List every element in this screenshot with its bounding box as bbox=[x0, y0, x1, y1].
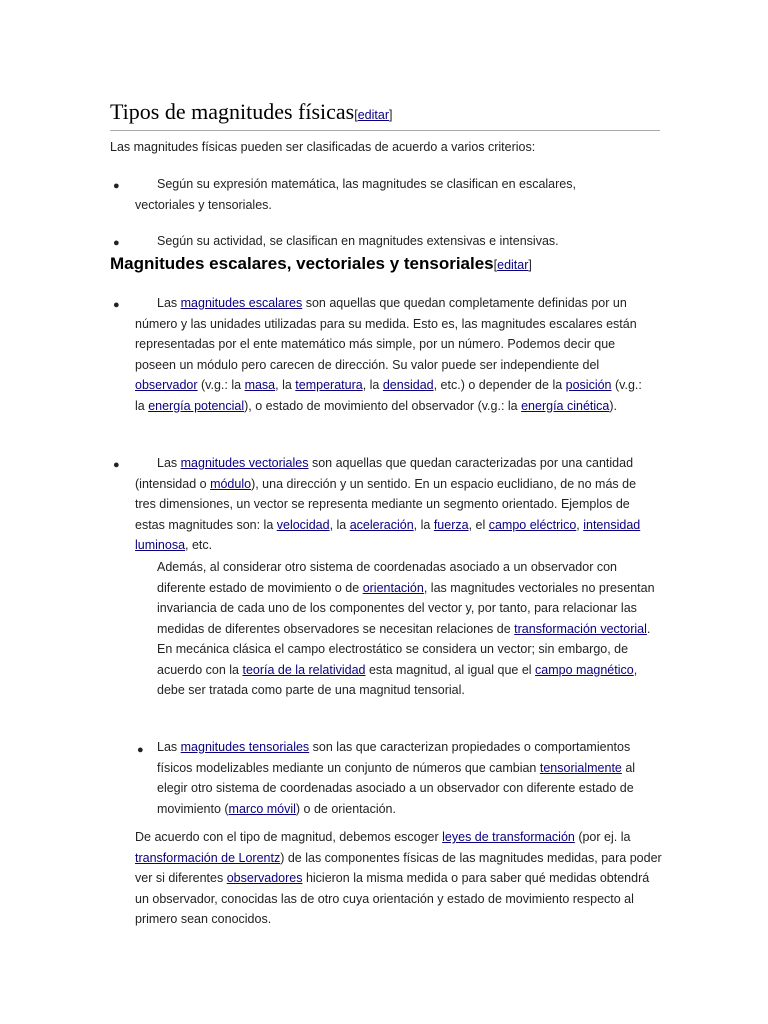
paragraph-ademas bbox=[157, 557, 657, 701]
list-item-text: Según su actividad, se clasifican en magnitudes extensivas e intensivas. bbox=[157, 234, 559, 248]
bullet-marker: ● bbox=[137, 744, 144, 756]
text: , etc.) o depender de la bbox=[433, 378, 566, 392]
text: esta magnitud, al igual que el bbox=[365, 662, 536, 677]
link-tensorialmente[interactable]: tensorialmente bbox=[539, 760, 622, 775]
list-item-vectoriales bbox=[135, 453, 655, 556]
intro-paragraph: Las magnitudes físicas pueden ser clasificadas de acuerdo a varios criterios: bbox=[110, 140, 536, 154]
text: son aquellas que quedan completamente definidas por un número y las unidades utilizadas para su medida. Esto es, las magnitudes escalares están representadas por el ente matemático más simple, por un número. Podemos decir que poseen un módulo pero carecen de dirección. Su valor puede ser independiente del bbox=[135, 296, 637, 372]
text: Las bbox=[157, 740, 181, 754]
link-campo-electrico[interactable]: campo eléctrico bbox=[488, 517, 577, 532]
text: , la bbox=[362, 378, 383, 392]
list-item-expresion bbox=[135, 174, 605, 215]
text: De acuerdo con el tipo de magnitud, debemos escoger bbox=[135, 830, 443, 844]
text: Además, al considerar otro sistema de coordenadas asociado a un observador con diferente estado de movimiento o de bbox=[157, 560, 617, 595]
text: son aquellas que quedan caracterizadas por una cantidad (intensidad o bbox=[135, 456, 634, 491]
link-marco-movil[interactable]: marco móvil bbox=[228, 801, 296, 816]
text: son las que caracterizan propiedades o comportamientos físicos modelizables mediante un conjunto de números que cambian bbox=[157, 740, 631, 775]
link-transformacion-vectorial[interactable]: transformación vectorial bbox=[514, 621, 647, 636]
link-observadores[interactable]: observadores bbox=[226, 871, 303, 885]
link-observador[interactable]: observador bbox=[135, 378, 198, 392]
link-teoria-relatividad[interactable]: teoría de la relatividad bbox=[242, 662, 366, 677]
section-heading-tipos bbox=[110, 99, 660, 131]
text: , la bbox=[413, 517, 434, 532]
text: ), una dirección y un sentido. En un espacio euclidiano, de no más de tres dimensiones, un vector se representa mediante un segmento orientado. Ejemplos de estas magnitudes son: la bbox=[135, 476, 637, 532]
text: (v.g.: la bbox=[197, 378, 245, 392]
list-item-escalares bbox=[135, 293, 655, 416]
text: Las bbox=[157, 456, 181, 470]
link-temperatura[interactable]: temperatura bbox=[295, 378, 363, 392]
link-posicion[interactable]: posición bbox=[565, 378, 612, 392]
link-densidad[interactable]: densidad bbox=[382, 378, 434, 392]
text: ), o estado de movimiento del observador (v.g.: la bbox=[244, 398, 522, 413]
text: ). bbox=[609, 398, 618, 413]
text: , el bbox=[468, 517, 489, 532]
bullet-marker: ● bbox=[113, 459, 120, 471]
heading-title: Magnitudes escalares, vectoriales y tensoriales bbox=[110, 254, 494, 273]
edit-link-wrapper: [editar] bbox=[354, 108, 393, 122]
link-energia-cinetica[interactable]: energía cinética bbox=[521, 398, 610, 413]
text: ) o de orientación. bbox=[295, 801, 396, 816]
list-item-actividad bbox=[135, 231, 655, 252]
bullet-marker: ● bbox=[113, 180, 120, 192]
edit-link-wrapper: [editar] bbox=[493, 258, 532, 272]
text: (por ej. la bbox=[574, 830, 631, 844]
link-masa[interactable]: masa bbox=[244, 378, 276, 392]
link-transformacion-lorentz[interactable]: transformación de Lorentz bbox=[135, 850, 281, 865]
section-heading-magnitudes bbox=[110, 252, 532, 277]
link-aceleracion[interactable]: aceleración bbox=[349, 517, 414, 532]
text: , la bbox=[275, 378, 296, 392]
bullet-marker: ● bbox=[113, 237, 120, 249]
text: . En mecánica clásica el campo electrostático se considera un vector; sin embargo, de acuerdo con la bbox=[157, 621, 651, 677]
link-magnitudes-tensoriales[interactable]: magnitudes tensoriales bbox=[180, 740, 310, 754]
paragraph-leyes-transformacion bbox=[135, 827, 663, 930]
link-orientacion[interactable]: orientación bbox=[362, 580, 424, 595]
edit-link[interactable]: editar bbox=[497, 258, 529, 272]
text: , debe ser tratada como parte de una magnitud tensorial. bbox=[157, 662, 638, 697]
link-campo-magnetico[interactable]: campo magnético bbox=[535, 662, 634, 677]
link-leyes-transformacion[interactable]: leyes de transformación bbox=[442, 830, 575, 844]
list-item-tensoriales bbox=[157, 737, 637, 819]
list-item-text: Según su expresión matemática, las magnitudes se clasifican en escalares, vectoriales y tensoriales. bbox=[135, 177, 576, 212]
text: , la bbox=[329, 517, 350, 532]
text: ) de las componentes físicas de las magnitudes medidas, para poder ver si diferentes bbox=[135, 850, 662, 885]
text: (v.g.: la bbox=[135, 378, 642, 413]
edit-link[interactable]: editar bbox=[357, 108, 389, 122]
text: al elegir otro sistema de coordenadas asociado a un observador con diferente estado de movimiento ( bbox=[157, 760, 636, 816]
bullet-marker: ● bbox=[113, 299, 120, 311]
link-fuerza[interactable]: fuerza bbox=[433, 517, 469, 532]
link-energia-potencial[interactable]: energía potencial bbox=[148, 398, 245, 413]
link-modulo[interactable]: módulo bbox=[210, 476, 252, 491]
text: Las bbox=[157, 296, 181, 310]
link-intensidad-luminosa[interactable]: intensidad luminosa bbox=[135, 517, 641, 552]
text: , bbox=[576, 517, 584, 532]
text: hicieron la misma medida o para saber qué medidas obtendrá un observador, conocidas las de otro cuya orientación y estado de movimiento respecto al primero sean conocidos. bbox=[135, 871, 650, 926]
link-magnitudes-escalares[interactable]: magnitudes escalares bbox=[180, 296, 303, 310]
text: , etc. bbox=[185, 538, 213, 552]
text: , las magnitudes vectoriales no presentan invariancia de cada uno de los componentes del vector y, por tanto, para relacionar las medidas de diferentes observadores se necesitan relaciones de bbox=[157, 580, 655, 636]
heading-title: Tipos de magnitudes físicas bbox=[110, 99, 355, 124]
link-velocidad[interactable]: velocidad bbox=[276, 517, 330, 532]
link-magnitudes-vectoriales[interactable]: magnitudes vectoriales bbox=[180, 456, 309, 470]
